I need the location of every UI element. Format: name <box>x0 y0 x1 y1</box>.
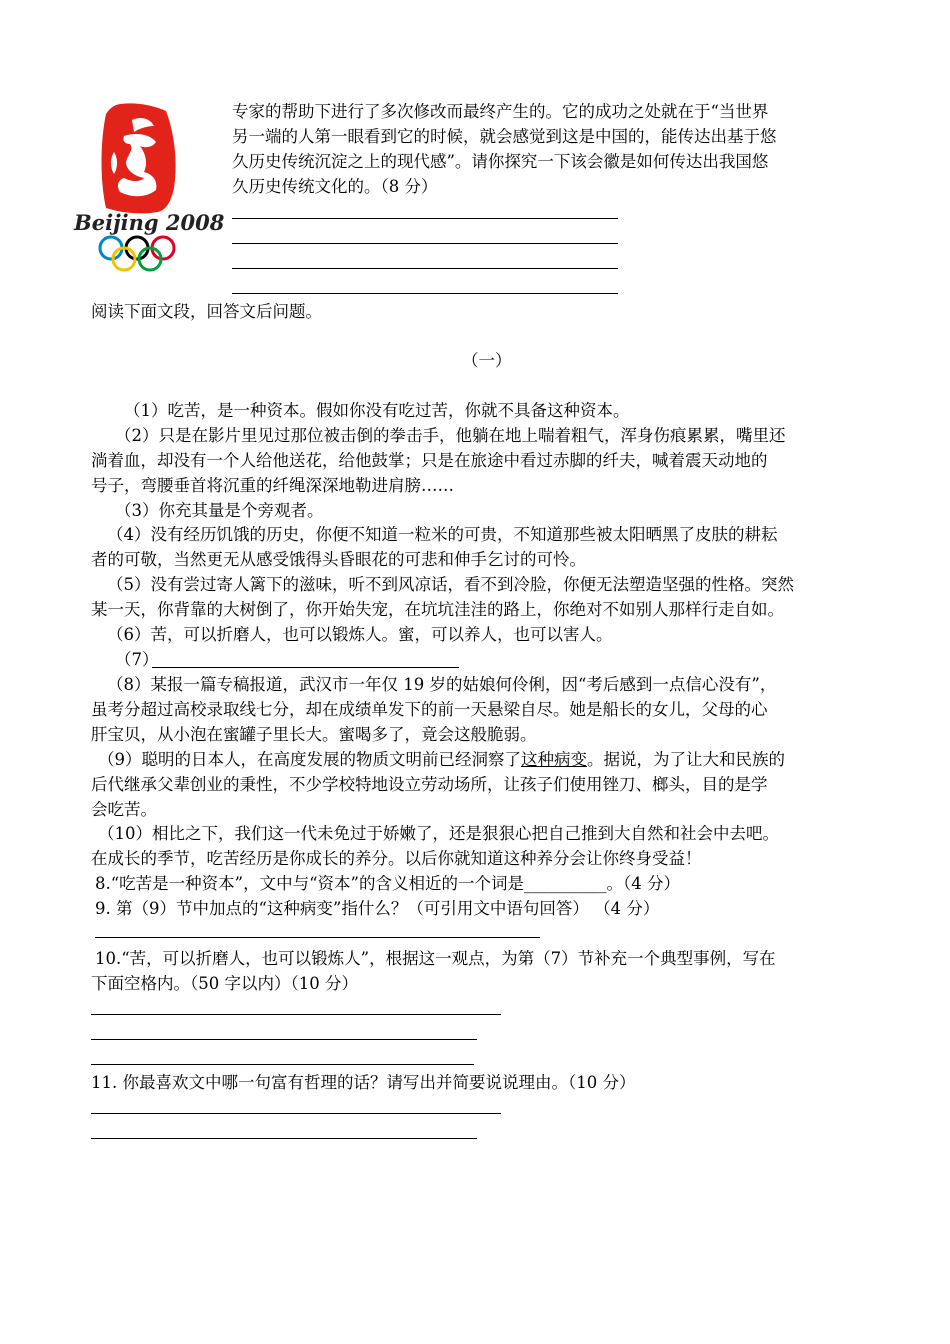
paragraph-1: （1）吃苦，是一种资本。假如你没有吃过苦，你就不具备这种资本。 <box>124 401 630 420</box>
answer-line[interactable] <box>91 1014 501 1015</box>
paragraph-7-blank[interactable] <box>152 667 459 668</box>
paragraph-7: （7） <box>115 650 159 669</box>
paragraph-10-line: 在成长的季节，吃苦经历是你成长的养分。以后你就知道这种养分会让你终身受益！ <box>91 849 702 868</box>
emblem-wordmark: Beijing 2008 <box>74 210 225 235</box>
intro-line: 久历史传统沉淀之上的现代感”。请你探究一下该会徽是如何传达出我国悠 <box>232 152 769 171</box>
answer-line[interactable] <box>232 293 618 294</box>
answer-line[interactable] <box>91 1138 477 1139</box>
paragraph-4-line: 者的可敬，当然更无从感受饿得头昏眼花的可悲和伸手乞讨的可怜。 <box>91 550 586 569</box>
answer-line[interactable] <box>232 243 618 244</box>
paragraph-9-line: 会吃苦。 <box>91 800 157 819</box>
paragraph-5-line: （5）没有尝过寄人篱下的滋味，听不到风凉话，看不到冷脸，你便无法塑造坚强的性格。突然 <box>107 575 794 594</box>
section-title: （一） <box>462 351 512 370</box>
question-11: 11. 你最喜欢文中哪一句富有哲理的话？请写出并简要说说理由。（10 分） <box>91 1073 636 1092</box>
paragraph-2-line: 号子，弯腰垂首将沉重的纤绳深深地勒进肩膀…… <box>91 476 454 495</box>
paragraph-5-line: 某一天，你背靠的大树倒了，你开始失宠，在坑坑洼洼的路上，你绝对不如别人那样行走自如。 <box>91 600 784 619</box>
answer-line[interactable] <box>95 937 540 938</box>
answer-line[interactable] <box>232 268 618 269</box>
paragraph-8-line: 肝宝贝，从小泡在蜜罐子里长大。蜜喝多了，竟会这般脆弱。 <box>91 725 537 744</box>
answer-line[interactable] <box>91 1064 474 1065</box>
paragraph-2-line: 淌着血，却没有一个人给他送花，给他鼓掌；只是在旅途中看过赤脚的纤夫，喊着震天动地的 <box>91 451 768 470</box>
paragraph-9-text: 。据说，为了让大和民族的 <box>587 750 785 769</box>
paragraph-9-line: 后代继承父辈创业的秉性，不少学校特地设立劳动场所，让孩子们使用锉刀、榔头，目的是学 <box>91 775 768 794</box>
answer-line[interactable] <box>91 1113 501 1114</box>
paragraph-9-line <box>98 747 785 772</box>
emblem-question <box>232 99 862 199</box>
question-9: 9. 第（9）节中加点的“这种病变”指什么？（可引用文中语句回答） （4 分） <box>95 899 660 918</box>
intro-line: 久历史传统文化的。（8 分） <box>232 177 438 196</box>
paragraph-8-line: （8）某报一篇专稿报道，武汉市一年仅 19 岁的姑娘何伶俐，因“考后感到一点信心没有”， <box>107 675 777 694</box>
answer-line[interactable] <box>91 1039 477 1040</box>
paragraph-9-text: （9）聪明的日本人，在高度发展的物质文明前已经洞察了 <box>98 750 521 769</box>
reading-instruction: 阅读下面文段，回答文后问题。 <box>91 302 322 321</box>
paragraph-8-line: 虽考分超过高校录取线七分，却在成绩单发下的前一天悬梁自尽。她是船长的女儿，父母的心 <box>91 700 768 719</box>
question-10-line: 下面空格内。（50 字以内）（10 分） <box>91 974 358 993</box>
answer-line[interactable] <box>232 218 618 219</box>
intro-line: 专家的帮助下进行了多次修改而最终产生的。它的成功之处就在于“当世界 <box>232 102 769 121</box>
paragraph-3: （3）你充其量是个旁观者。 <box>115 501 324 520</box>
beijing-2008-emblem <box>70 102 225 280</box>
underlined-phrase: 这种病变 <box>521 750 587 769</box>
paragraph-4-line: （4）没有经历饥饿的历史，你便不知道一粒米的可贵，不知道那些被太阳晒黑了皮肤的耕耘 <box>107 525 778 544</box>
question-10-line: 10.“苦，可以折磨人，也可以锻炼人”，根据这一观点，为第（7）节补充一个典型事例，写在 <box>95 949 776 968</box>
paragraph-6: （6）苦，可以折磨人，也可以锻炼人。蜜，可以养人，也可以害人。 <box>107 625 613 644</box>
paragraph-2-line: （2）只是在影片里见过那位被击倒的拳击手，他躺在地上喘着粗气，浑身伤痕累累，嘴里还 <box>115 426 786 445</box>
paragraph-10-line: （10）相比之下，我们这一代未免过于娇嫩了，还是狠狠心把自己推到大自然和社会中去吧。 <box>98 824 779 843</box>
olympic-emblem-icon <box>70 102 225 280</box>
question-8: 8.“吃苦是一种资本”，文中与“资本”的含义相近的一个词是__________。（4 分） <box>95 874 680 893</box>
intro-line: 另一端的人第一眼看到它的时候，就会感觉到这是中国的，能传达出基于悠 <box>232 127 777 146</box>
